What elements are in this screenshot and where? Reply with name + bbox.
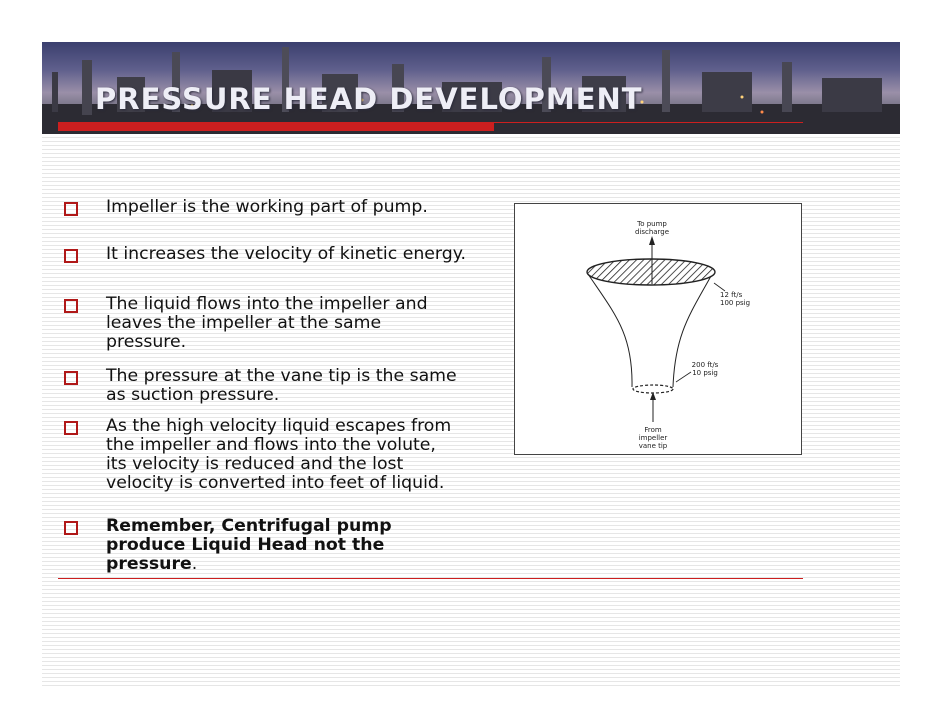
label-to-pump xyxy=(627,220,677,236)
footer-rule xyxy=(58,578,803,579)
label-tip-velocity xyxy=(687,361,723,377)
label-line: To pump xyxy=(637,220,667,228)
diffuser-cone-diagram xyxy=(515,204,801,454)
label-line: 200 ft/s xyxy=(691,361,719,369)
hollow-square-bullet-icon xyxy=(64,299,78,313)
label-discharge-velocity xyxy=(720,291,760,307)
label-line: 12 ft/s xyxy=(720,291,743,299)
bullet-text-bold: Remember, Centrifugal pump produce Liquid Head not the pressure xyxy=(106,516,392,574)
header-banner xyxy=(42,42,900,134)
title-underline-accent xyxy=(58,122,494,131)
label-line: impeller xyxy=(638,434,668,442)
bullet-text: It increases the velocity of kinetic energy. xyxy=(106,244,466,264)
bullet-text: The pressure at the vane tip is the same as suction pressure. xyxy=(106,366,457,405)
hollow-square-bullet-icon xyxy=(64,249,78,263)
bullet-text: Impeller is the working part of pump. xyxy=(106,197,428,217)
label-from-impeller xyxy=(628,426,678,450)
label-line: discharge xyxy=(634,228,670,236)
label-line: 100 psig xyxy=(720,299,751,307)
hollow-square-bullet-icon xyxy=(64,421,78,435)
impeller-diagram xyxy=(514,203,802,455)
bullet-text: As the high velocity liquid escapes from the impeller and flows into the volute, its velocity is reduced and the lost velocity is converted into feet of liquid. xyxy=(106,416,452,493)
label-line: vane tip xyxy=(638,442,668,450)
label-line: From xyxy=(644,426,662,434)
slide-title: PRESSURE HEAD DEVELOPMENT xyxy=(95,82,643,116)
bullet-text-suffix: . xyxy=(191,554,198,574)
bullet-text: The liquid flows into the impeller and leaves the impeller at the same pressure. xyxy=(106,294,428,352)
hollow-square-bullet-icon xyxy=(64,521,78,535)
bullet-text xyxy=(106,517,451,574)
hollow-square-bullet-icon xyxy=(64,371,78,385)
hollow-square-bullet-icon xyxy=(64,202,78,216)
label-line: 10 psig xyxy=(692,369,718,377)
